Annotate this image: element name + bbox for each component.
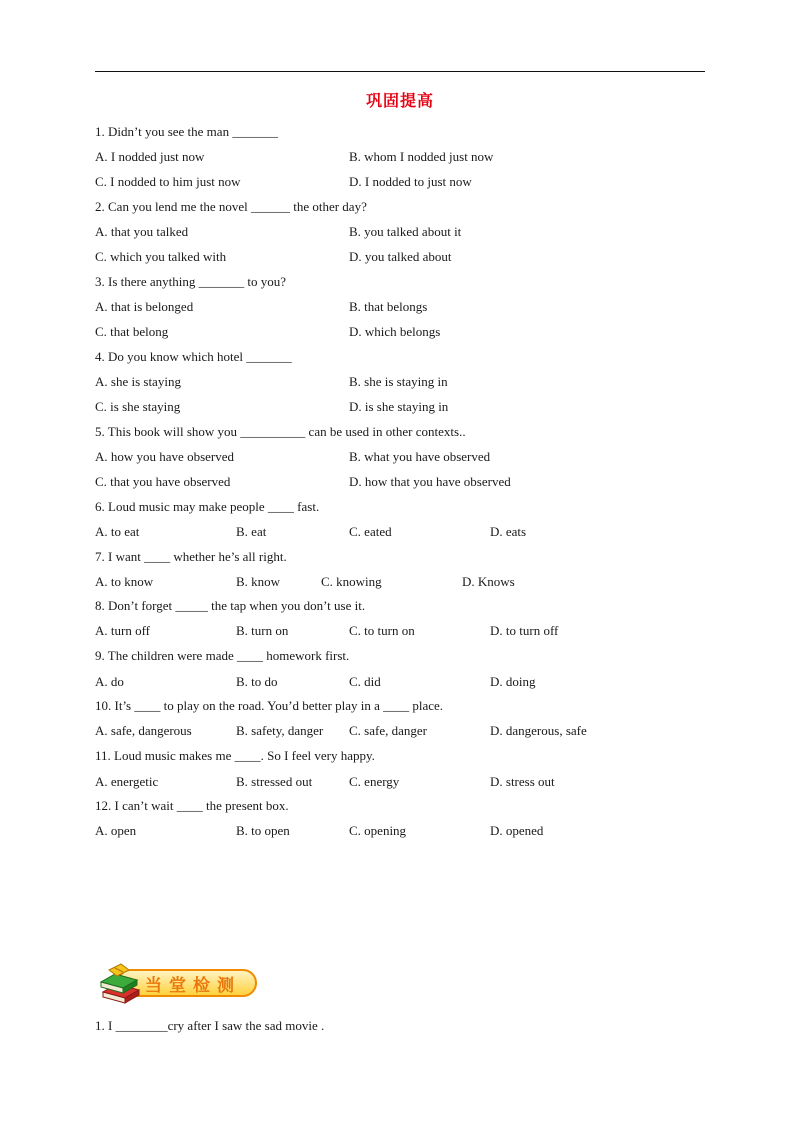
question-stem: 1. I ________cry after I saw the sad movie . bbox=[95, 1018, 325, 1033]
option-c: C. knowing bbox=[321, 574, 382, 589]
option-d: D. Knows bbox=[462, 574, 515, 589]
option-a: A. do bbox=[95, 674, 124, 689]
option-c: C. I nodded to him just now bbox=[95, 174, 241, 189]
question-stem: 8. Don’t forget _____ the tap when you don’t use it. bbox=[95, 598, 366, 613]
option-b: B. she is staying in bbox=[349, 374, 448, 389]
option-a: A. to eat bbox=[95, 524, 140, 539]
question-stem: 4. Do you know which hotel _______ bbox=[95, 349, 292, 364]
option-b: B. that belongs bbox=[349, 299, 428, 314]
option-a: A. she is staying bbox=[95, 374, 181, 389]
option-c: C. eated bbox=[349, 524, 392, 539]
option-a: A. that you talked bbox=[95, 224, 189, 239]
option-b: B. stressed out bbox=[236, 774, 313, 789]
option-a: A. that is belonged bbox=[95, 299, 194, 314]
option-c: C. that you have observed bbox=[95, 474, 231, 489]
option-c: C. safe, danger bbox=[349, 723, 427, 738]
question-stem: 12. I can’t wait ____ the present box. bbox=[95, 798, 289, 813]
option-c: C. which you talked with bbox=[95, 249, 227, 264]
option-d: D. to turn off bbox=[490, 623, 559, 638]
option-d: D. I nodded to just now bbox=[349, 174, 472, 189]
option-c: C. opening bbox=[349, 823, 407, 838]
option-b: B. safety, danger bbox=[236, 723, 324, 738]
option-a: A. safe, dangerous bbox=[95, 723, 192, 738]
question-stem: 3. Is there anything _______ to you? bbox=[95, 274, 286, 289]
option-b: B. eat bbox=[236, 524, 267, 539]
option-a: A. energetic bbox=[95, 774, 159, 789]
option-d: D. is she staying in bbox=[349, 399, 449, 414]
header-rule bbox=[95, 71, 705, 72]
option-b: B. to do bbox=[236, 674, 278, 689]
option-b: B. know bbox=[236, 574, 281, 589]
option-a: A. open bbox=[95, 823, 137, 838]
option-a: A. to know bbox=[95, 574, 154, 589]
option-d: D. dangerous, safe bbox=[490, 723, 587, 738]
option-d: D. opened bbox=[490, 823, 544, 838]
question-stem: 2. Can you lend me the novel ______ the other day? bbox=[95, 199, 367, 214]
question-stem: 9. The children were made ____ homework first. bbox=[95, 648, 350, 663]
section-banner bbox=[95, 962, 265, 1004]
section-title: 巩固提高 bbox=[365, 91, 434, 110]
option-c: C. that belong bbox=[95, 324, 169, 339]
option-b: B. what you have observed bbox=[349, 449, 491, 464]
option-c: C. is she staying bbox=[95, 399, 181, 414]
option-b: B. to open bbox=[236, 823, 290, 838]
option-d: D. stress out bbox=[490, 774, 555, 789]
question-stem: 7. I want ____ whether he’s all right. bbox=[95, 549, 287, 564]
books-icon bbox=[95, 962, 143, 1006]
option-c: C. energy bbox=[349, 774, 400, 789]
option-a: A. how you have observed bbox=[95, 449, 234, 464]
question-stem: 11. Loud music makes me ____. So I feel very happy. bbox=[95, 748, 375, 763]
question-stem: 10. It’s ____ to play on the road. You’d better play in a ____ place. bbox=[95, 698, 444, 713]
option-d: D. which belongs bbox=[349, 324, 441, 339]
question-stem: 1. Didn’t you see the man _______ bbox=[95, 124, 278, 139]
option-d: D. how that you have observed bbox=[349, 474, 511, 489]
option-d: D. eats bbox=[490, 524, 527, 539]
option-c: C. to turn on bbox=[349, 623, 415, 638]
option-c: C. did bbox=[349, 674, 381, 689]
option-b: B. whom I nodded just now bbox=[349, 149, 494, 164]
option-d: D. doing bbox=[490, 674, 536, 689]
option-b: B. you talked about it bbox=[349, 224, 462, 239]
option-a: A. turn off bbox=[95, 623, 151, 638]
option-d: D. you talked about bbox=[349, 249, 452, 264]
option-a: A. I nodded just now bbox=[95, 149, 205, 164]
question-stem: 6. Loud music may make people ____ fast. bbox=[95, 499, 320, 514]
option-b: B. turn on bbox=[236, 623, 289, 638]
question-stem: 5. This book will show you __________ can be used in other contexts.. bbox=[95, 424, 466, 439]
banner-label: 当堂检测 bbox=[145, 976, 241, 996]
